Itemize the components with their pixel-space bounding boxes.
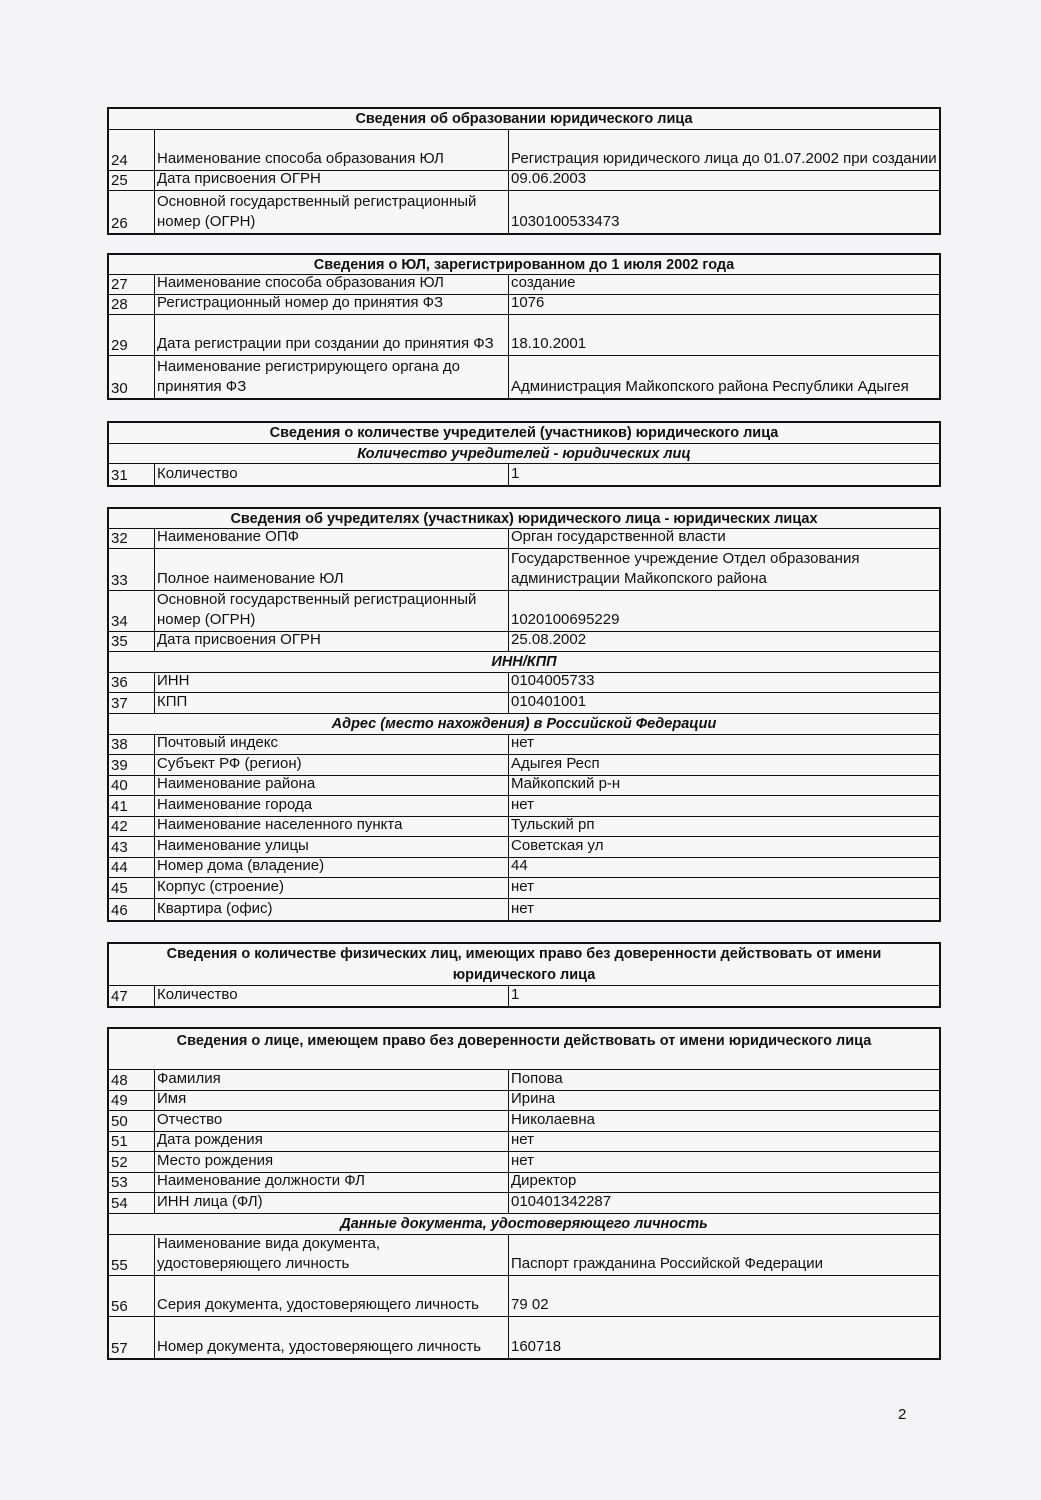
row-number: 47: [109, 986, 155, 1006]
row-value: нет: [511, 878, 534, 895]
row-number: 33: [109, 549, 155, 590]
row-value: нет: [511, 796, 534, 813]
row-value: нет: [511, 734, 534, 751]
row-number: 38: [109, 735, 155, 754]
row-value: 1: [511, 986, 520, 1003]
section-title: Сведения о лице, имеющем право без доверенности действовать от имени юридического лица: [109, 1029, 939, 1070]
table-row: [109, 1317, 939, 1358]
row-number: 32: [109, 529, 155, 548]
table-row: [109, 1173, 939, 1193]
row-value: Регистрация юридического лица до 01.07.2002 при создании: [511, 150, 937, 167]
row-number: 41: [109, 796, 155, 816]
row-value: Николаевна: [511, 1111, 595, 1128]
row-name: ИНН лица (ФЛ): [155, 1193, 509, 1213]
row-name: Почтовый индекс: [155, 735, 509, 754]
row-number: 45: [109, 878, 155, 898]
row-value: 010401342287: [511, 1193, 612, 1210]
table-row: [109, 549, 939, 591]
row-value: Попова: [511, 1070, 563, 1087]
row-name: Основной государственный регистрационный номер (ОГРН): [155, 591, 509, 631]
table-row: [109, 191, 939, 233]
row-number: 28: [109, 295, 155, 314]
table-row: [109, 1152, 939, 1173]
row-value: Ирина: [511, 1090, 556, 1107]
section-pre2002: [107, 253, 941, 400]
table-row: [109, 1070, 939, 1091]
table-row: [109, 529, 939, 549]
row-number: 29: [109, 315, 155, 355]
row-value: 010401001: [511, 693, 587, 710]
section-title: Сведения об учредителях (участниках) юридического лица - юридических лицах: [109, 509, 939, 529]
row-value: 1: [511, 465, 520, 482]
row-value: 0104005733: [511, 672, 595, 689]
row-number: 26: [109, 191, 155, 233]
table-row: [109, 837, 939, 858]
row-name: Наименование способа образования ЮЛ: [155, 130, 509, 170]
section-subtitle: Данные документа, удостоверяющего личность: [109, 1214, 939, 1235]
row-name: Количество: [155, 986, 509, 1006]
row-value: Государственное учреждение Отдел образования администрации Майкопского района: [511, 550, 860, 587]
row-name: Корпус (строение): [155, 878, 509, 898]
table-row: [109, 591, 939, 632]
row-number: 27: [109, 275, 155, 294]
row-value: Директор: [511, 1172, 577, 1189]
section-title: Сведения о ЮЛ, зарегистрированном до 1 июля 2002 года: [109, 255, 939, 275]
page-number: 2: [898, 1406, 907, 1423]
row-number: 30: [109, 356, 155, 398]
row-name: Наименование ОПФ: [155, 529, 509, 548]
row-value: нет: [511, 900, 534, 917]
row-value: 160718: [511, 1338, 562, 1355]
row-name: ИНН: [155, 673, 509, 692]
section-title: Сведения об образовании юридического лица: [109, 109, 939, 130]
section-founders: [107, 507, 941, 922]
row-name: Фамилия: [155, 1070, 509, 1090]
row-value: 1030100533473: [511, 213, 620, 230]
row-name: Наименование улицы: [155, 837, 509, 857]
table-row: [109, 1111, 939, 1132]
row-name: Место рождения: [155, 1152, 509, 1172]
row-value: Советская ул: [511, 837, 604, 854]
row-value: 25.08.2002: [511, 631, 587, 648]
table-row: [109, 858, 939, 878]
row-value: Тульский рп: [511, 816, 595, 833]
row-value: нет: [511, 1152, 534, 1169]
row-name: Наименование должности ФЛ: [155, 1173, 509, 1192]
row-number: 24: [109, 130, 155, 170]
row-name: Номер документа, удостоверяющего личность: [155, 1317, 509, 1358]
section-founders-count: [107, 421, 941, 487]
row-name: Дата присвоения ОГРН: [155, 171, 509, 190]
row-number: 37: [109, 693, 155, 713]
row-number: 51: [109, 1132, 155, 1151]
section-subtitle: Адрес (место нахождения) в Российской Федерации: [109, 714, 939, 735]
row-number: 25: [109, 171, 155, 190]
row-number: 52: [109, 1152, 155, 1172]
section-authorized-person: [107, 1027, 941, 1360]
row-name: Полное наименование ЮЛ: [155, 549, 509, 590]
row-name: Регистрационный номер до принятия ФЗ: [155, 295, 509, 314]
row-name: Дата присвоения ОГРН: [155, 632, 509, 651]
row-name: Субъект РФ (регион): [155, 755, 509, 775]
table-row: [109, 899, 939, 920]
row-value: 79 02: [511, 1296, 549, 1313]
row-name: Квартира (офис): [155, 899, 509, 920]
row-number: 39: [109, 755, 155, 775]
row-name: Дата рождения: [155, 1132, 509, 1151]
table-row: [109, 1091, 939, 1111]
row-value: нет: [511, 1131, 534, 1148]
table-row: [109, 776, 939, 796]
table-row: [109, 315, 939, 356]
table-row: [109, 1193, 939, 1214]
row-number: 55: [109, 1235, 155, 1275]
row-value: 44: [511, 857, 528, 874]
section-formation: [107, 107, 941, 235]
row-name: Наименование регистрирующего органа до принятия ФЗ: [155, 356, 509, 398]
row-number: 43: [109, 837, 155, 857]
row-value: Адыгея Респ: [511, 755, 600, 772]
row-number: 42: [109, 817, 155, 836]
row-name: КПП: [155, 693, 509, 713]
row-name: Наименование города: [155, 796, 509, 816]
row-number: 50: [109, 1111, 155, 1131]
row-number: 31: [109, 464, 155, 485]
table-row: [109, 464, 939, 485]
row-name: Наименование способа образования ЮЛ: [155, 275, 509, 294]
row-value: Майкопский р-н: [511, 775, 621, 792]
row-value: Орган государственной власти: [511, 528, 726, 545]
row-value: создание: [511, 274, 576, 291]
row-number: 56: [109, 1276, 155, 1316]
table-row: [109, 295, 939, 315]
row-name: Количество: [155, 464, 509, 485]
row-number: 34: [109, 591, 155, 631]
row-name: Имя: [155, 1091, 509, 1110]
row-value: Администрация Майкопского района Республики Адыгея: [511, 378, 909, 395]
section-title: Сведения о количестве учредителей (участников) юридического лица: [109, 423, 939, 444]
section-subtitle: ИНН/КПП: [109, 652, 939, 673]
row-number: 54: [109, 1193, 155, 1213]
table-row: [109, 755, 939, 776]
row-number: 48: [109, 1070, 155, 1090]
table-row: [109, 817, 939, 837]
row-number: 35: [109, 632, 155, 651]
row-name: Дата регистрации при создании до принятия ФЗ: [155, 315, 509, 355]
section-persons-count: [107, 942, 941, 1008]
row-name: Наименование района: [155, 776, 509, 795]
row-value: 1020100695229: [511, 611, 620, 628]
row-value: Паспорт гражданина Российской Федерации: [511, 1255, 823, 1272]
row-name: Номер дома (владение): [155, 858, 509, 877]
row-name: Основной государственный регистрационный номер (ОГРН): [155, 191, 509, 233]
table-row: [109, 693, 939, 714]
row-number: 46: [109, 899, 155, 920]
table-row: [109, 632, 939, 652]
row-number: 49: [109, 1091, 155, 1110]
table-row: [109, 356, 939, 398]
table-row: [109, 986, 939, 1006]
row-number: 53: [109, 1173, 155, 1192]
table-row: [109, 1132, 939, 1152]
table-row: [109, 796, 939, 817]
table-row: [109, 673, 939, 693]
row-number: 57: [109, 1317, 155, 1358]
row-name: Отчество: [155, 1111, 509, 1131]
table-row: [109, 735, 939, 755]
row-name: Серия документа, удостоверяющего личность: [155, 1276, 509, 1316]
section-title: Сведения о количестве физических лиц, имеющих право без доверенности действовать от имени юридического лица: [109, 944, 939, 986]
section-subtitle: Количество учредителей - юридических лиц: [109, 444, 939, 464]
row-value: 1076: [511, 294, 545, 311]
table-row: [109, 275, 939, 295]
row-value: 18.10.2001: [511, 335, 587, 352]
row-name: Наименование населенного пункта: [155, 817, 509, 836]
row-value: 09.06.2003: [511, 170, 587, 187]
row-number: 40: [109, 776, 155, 795]
row-name: Наименование вида документа, удостоверяющего личность: [155, 1235, 509, 1275]
table-row: [109, 130, 939, 171]
table-row: [109, 1276, 939, 1317]
table-row: [109, 1235, 939, 1276]
row-number: 44: [109, 858, 155, 877]
table-row: [109, 878, 939, 899]
row-number: 36: [109, 673, 155, 692]
table-row: [109, 171, 939, 191]
